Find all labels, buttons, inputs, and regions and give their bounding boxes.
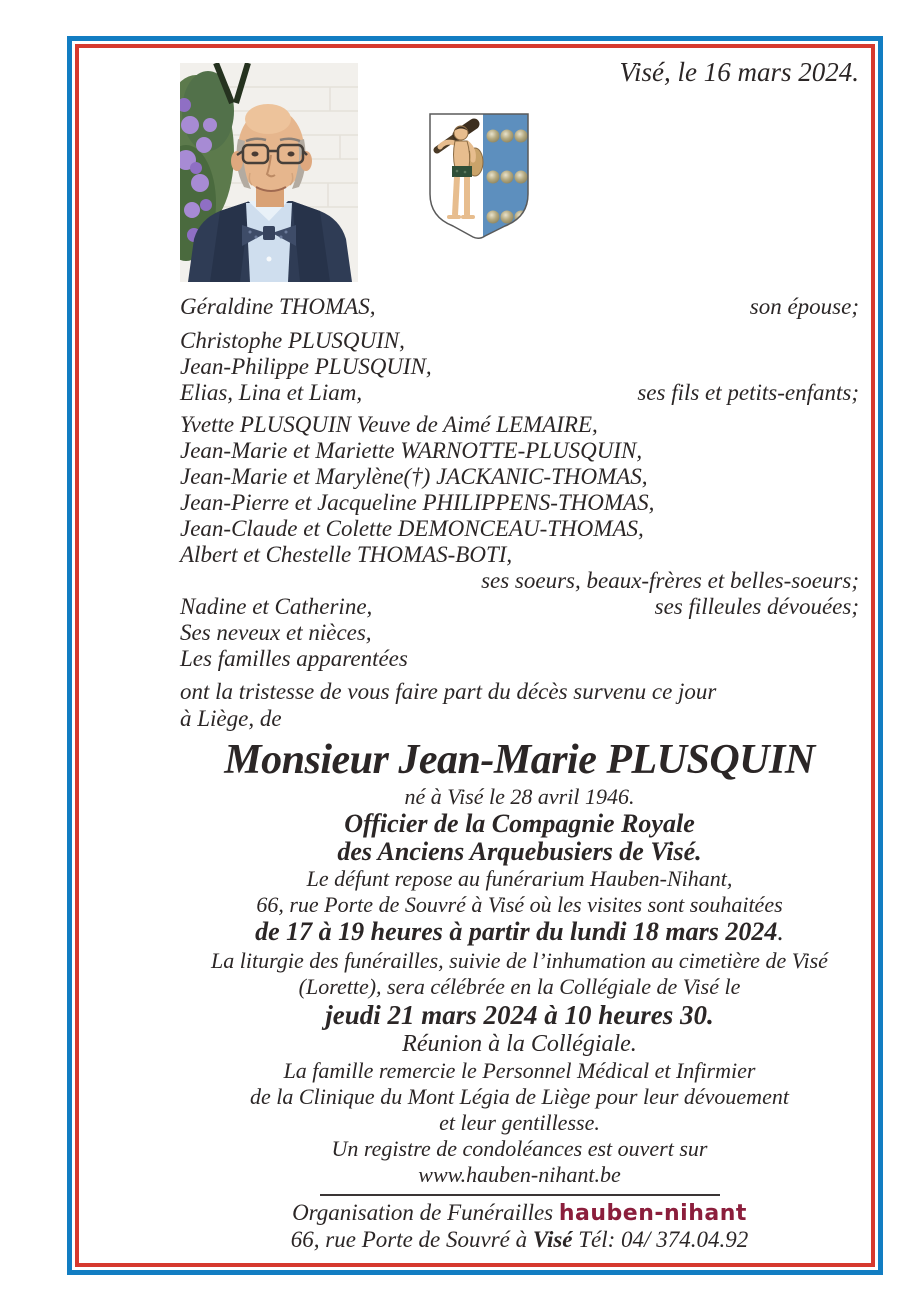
relative-name: Jean-Marie et Mariette WARNOTTE-PLUSQUIN,: [180, 438, 643, 463]
announcement-line: à Liège, de: [180, 706, 282, 731]
footer-divider: [320, 1194, 720, 1196]
relationship-label: son épouse;: [749, 294, 859, 319]
visitation-line: 66, rue Porte de Souvré à Visé où les visites sont souhaitées: [256, 892, 783, 917]
coat-of-arms: [425, 110, 533, 243]
relative-row: [180, 294, 859, 320]
centered-section: [180, 736, 859, 1253]
honor-title-line: Officier de la Compagnie Royale: [344, 809, 695, 838]
ceremony-line: La liturgie des funérailles, suivie de l’inhumation au cimetière de Visé: [211, 948, 828, 973]
relative-name: Jean-Pierre et Jacqueline PHILIPPENS-THOMAS,: [180, 490, 655, 515]
funeral-home-logo: hauben-nihant: [558, 1201, 747, 1226]
relative-row: [180, 516, 859, 542]
relative-row: [180, 568, 859, 594]
honor-title-line: des Anciens Arquebusiers de Visé.: [337, 837, 702, 866]
relative-name: Géraldine THOMAS,: [180, 294, 376, 319]
relative-row: [180, 412, 859, 438]
thanks-line: La famille remercie le Personnel Médical et Infirmier: [283, 1058, 756, 1083]
relative-name: Elias, Lina et Liam,: [180, 380, 363, 405]
birth-line: né à Visé le 28 avril 1946.: [404, 784, 635, 809]
relative-name: Jean-Marie et Marylène(†) JACKANIC-THOMAS,: [180, 464, 648, 489]
relative-name: Nadine et Catherine,: [180, 594, 373, 619]
funeral-home-address: 66, rue Porte de Souvré à Visé Tél: 04/ 374.04.92: [290, 1227, 749, 1252]
relative-row: [180, 646, 859, 672]
reunion-line: Réunion à la Collégiale.: [402, 1031, 637, 1057]
relationship-label: ses fils et petits-enfants;: [637, 380, 859, 405]
register-line: Un registre de condoléances est ouvert sur: [331, 1136, 708, 1161]
relative-row: [180, 464, 859, 490]
relative-row: [180, 328, 859, 354]
date-line: Visé, le 16 mars 2024.: [619, 57, 859, 87]
ceremony-date-line: jeudi 21 mars 2024 à 10 heures 30.: [325, 1000, 714, 1030]
relative-name: Yvette PLUSQUIN Veuve de Aimé LEMAIRE,: [180, 412, 598, 437]
thanks-line: de la Clinique du Mont Légia de Liège pour leur dévouement: [250, 1084, 789, 1109]
deceased-name: Monsieur Jean-Marie PLUSQUIN: [224, 737, 815, 783]
announcement-line: ont la tristesse de vous faire part du décès survenu ce jour: [180, 679, 717, 704]
ceremony-line: (Lorette), sera célébrée en la Collégiale de Visé le: [298, 974, 741, 999]
relative-row: [180, 620, 859, 646]
relative-name: Albert et Chestelle THOMAS-BOTI,: [180, 542, 513, 567]
relative-row: [180, 438, 859, 464]
relative-row: [180, 490, 859, 516]
funeral-home-line: [180, 1200, 859, 1227]
relationship-label: ses soeurs, beaux-frères et belles-soeurs;: [481, 568, 859, 593]
announcement-body: [180, 294, 859, 1253]
visitation-line: Le défunt repose au funérarium Hauben-Nihant,: [306, 866, 733, 891]
relative-name: Jean-Claude et Colette DEMONCEAU-THOMAS,: [180, 516, 644, 541]
portrait-illustration: [180, 63, 358, 282]
thanks-line: et leur gentillesse.: [439, 1110, 600, 1135]
register-url: www.hauben-nihant.be: [418, 1162, 621, 1187]
coat-of-arms-illustration: [425, 110, 533, 243]
visitation-hours-line: de 17 à 19 heures à partir du lundi 18 mars 2024.: [255, 917, 784, 946]
relationship-label: ses filleules dévouées;: [654, 594, 859, 619]
relative-name: Ses neveux et nièces,: [180, 620, 372, 645]
org-prefix: Organisation de Funérailles: [292, 1200, 559, 1225]
relative-row: [180, 354, 859, 380]
relative-name: Jean-Philippe PLUSQUIN,: [180, 354, 432, 379]
relative-name: Les familles apparentées: [180, 646, 408, 671]
portrait-photo: [180, 63, 358, 282]
city-name: Visé: [532, 1227, 573, 1252]
relative-row: [180, 594, 859, 620]
relative-row: [180, 542, 859, 568]
relative-row: [180, 380, 859, 406]
relative-name: Christophe PLUSQUIN,: [180, 328, 405, 353]
